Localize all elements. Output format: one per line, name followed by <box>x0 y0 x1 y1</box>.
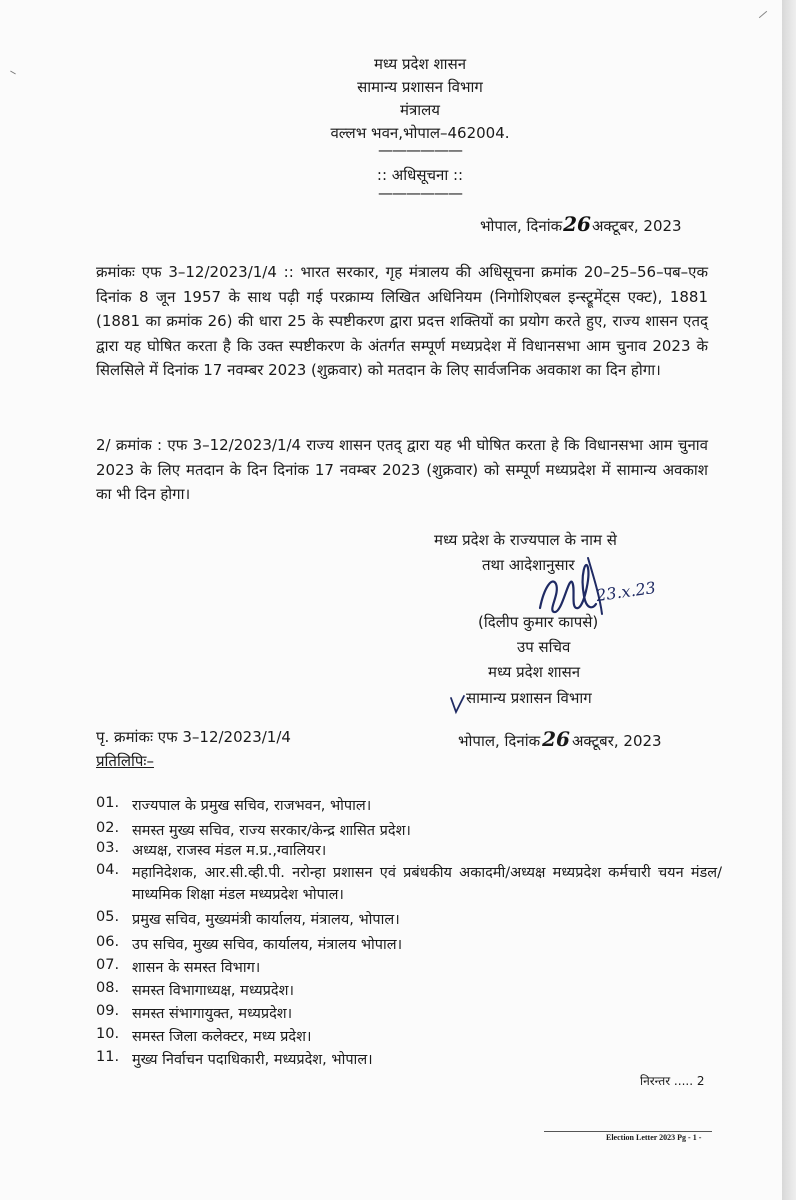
scan-mark <box>10 71 16 75</box>
footer-reference: Election Letter 2023 Pg - 1 - <box>606 1133 702 1142</box>
header-address: वल्लभ भवन,भोपाल–462004. <box>330 124 510 142</box>
signatory-department: सामान्य प्रशासन विभाग <box>466 689 592 707</box>
header-divider-top: —————— <box>378 141 462 159</box>
scan-mark <box>759 11 767 18</box>
endorsement-date <box>458 727 662 751</box>
notification-title: :: अधिसूचना :: <box>376 166 464 184</box>
copy-heading: प्रतिलिपिः– <box>96 752 154 770</box>
endorsement-handwritten-day: 26 <box>542 727 570 751</box>
paragraph-2: 2/ क्रमांक : एफ 3–12/2023/1/4 राज्य शासन एतद् द्वारा यह भी घोषित करता हे कि विधानसभा आम चुनाव 2023 के लिए मतदान के दिन दिनांक 17 नवम्बर 2023 (शुक्रवार) को सम्पूर्ण मध्यप्रदेश में सामान्य अवकाश का भी दिन होगा। <box>96 436 708 503</box>
footer-rule <box>544 1131 712 1132</box>
signature-order-line: तथा आदेशानुसार <box>482 556 575 574</box>
header-department: सामान्य प्रशासन विभाग <box>357 78 483 96</box>
date-line <box>480 212 682 236</box>
header-divider-bottom: —————— <box>378 184 462 202</box>
page-edge <box>782 0 796 1200</box>
signature-authority-line: मध्य प्रदेश के राज्यपाल के नाम से <box>434 531 617 549</box>
signatory-name: (दिलीप कुमार कापसे) <box>478 613 599 631</box>
handwritten-signature-date: 23.x.23 <box>594 577 657 606</box>
handwritten-day: 26 <box>563 212 591 236</box>
endorsement-date-prefix: भोपाल, दिनांक <box>458 732 541 750</box>
continuation-note: निरन्तर ..... 2 <box>640 1074 705 1088</box>
signatory-government: मध्य प्रदेश शासन <box>488 663 581 681</box>
document-page: मध्य प्रदेश शासन सामान्य प्रशासन विभाग मंत्रालय वल्लभ भवन,भोपाल–462004. —————— :: अधिसूचना :: —————— भोपाल, दिनांक26अक्टूबर, 2023 क्रमांकः एफ 3–12/2023/1/4 :: भारत सरकार, गृह मंत्रालय की अधिसूचना क्रमांक 20–25–56–पब–एक दिनांक 8 जून 1957 के साथ पढ़ी गई परक्राम्य लिखित अधिनियम (निगोशिएबल इन्स्ट्रूमेंट्स एक्ट), 1881 (1881 का क्रमांक 26) की धारा 25 के स्पष्टीकरण द्वारा प्रदत्त शक्तियों का प्रयोग करते हुए, राज्य शासन एतद् द्वारा यह घोषित करता है कि उक्त स्पष्टीकरण के अंतर्गत सम्पूर्ण मध्यप्रदेश में विधानसभा आम चुनाव 2023 के सिलसिले में दिनांक 17 नवम्बर 2023 (शुक्रवार) को मतदान के लिए सार्वजनिक अवकाश का दिन होगा। 2/ क्रमांक : एफ 3–12/2023/1/4 राज्य शासन एतद् द्वारा यह भी घोषित करता हे कि विधानसभा आम चुनाव 2023 के लिए मतदान के दिन दिनांक 17 नवम्बर 2023 (शुक्रवार) को सम्पूर्ण मध्यप्रदेश में सामान्य अवकाश का भी दिन होगा। मध्य प्रदेश के राज्यपाल के नाम से तथा आदेशानुसार 23.x.23 (दिलीप कुमार कापसे) उप सचिव मध्य प्रदेश शासन सामान्य प्रशासन विभाग पृ. क्रमांकः एफ 3–12/2023/1/4 भोपाल, दिनांक 26 अक्टूबर, 2023 प्रतिलिपिः– 01. राज्यपाल के प्रमुख सचिव, राजभवन, भोपाल। 02. समस्त मुख्य सचिव, राज्य सरकार/केन्द्र शासित प्रदेश। 03. अध्यक्ष, राजस्व मंडल म.प्र.,ग्वालियर। 04. महानिदेशक, आर.सी.व्ही.पी. नरोन्हा प्रशासन एवं प्रबंधकीय अकादमी/अध्यक्ष मध्यप्रदेश कर्मचारी चयन मंडल/ माध्यमिक शिक्षा मंडल मध्यप्रदेश भोपाल। 05. प्रमुख सचिव, मुख्यमंत्री कार्यालय, मंत्रालय, भोपाल। 06. उप सचिव, मुख्य सचिव, कार्यालय, मंत्रालय भोपाल। 07. शासन के समस्त विभाग। 08. समस्त विभागाध्यक्ष, मध्यप्रदेश। 09. समस्त संभागायुक्त, मध्यप्रदेश। 10. समस्त जिला कलेक्टर, मध्य प्रदेश। 11. मुख्य निर्वाचन पदाधिकारी, मध्यप्रदेश, भोपाल। निरन्तर ..... 2 Election Letter 2023 Pg - 1 - <box>0 0 782 1200</box>
header-government: मध्य प्रदेश शासन <box>373 55 467 73</box>
endorsement-date-suffix: अक्टूबर, 2023 <box>571 732 662 750</box>
tick-mark-icon <box>448 694 468 716</box>
header-ministry: मंत्रालय <box>399 101 440 119</box>
paragraph-1: क्रमांकः एफ 3–12/2023/1/4 :: भारत सरकार, गृह मंत्रालय की अधिसूचना क्रमांक 20–25–56–पब–एक दिनांक 8 जून 1957 के साथ पढ़ी गई परक्राम्य लिखित अधिनियम (निगोशिएबल इन्स्ट्रूमेंट्स एक्ट), 1881 (1881 का क्रमांक 26) की धारा 25 के स्पष्टीकरण द्वारा प्रदत्त शक्तियों का प्रयोग करते हुए, राज्य शासन एतद् द्वारा यह घोषित करता है कि उक्त स्पष्टीकरण के अंतर्गत सम्पूर्ण मध्यप्रदेश में विधानसभा आम चुनाव 2023 के सिलसिले में दिनांक 17 नवम्बर 2023 (शुक्रवार) को मतदान के लिए सार्वजनिक अवकाश का दिन होगा। <box>96 263 708 379</box>
signatory-designation: उप सचिव <box>517 638 571 656</box>
endorsement-number: पृ. क्रमांकः एफ 3–12/2023/1/4 <box>96 728 291 746</box>
date-suffix: अक्टूबर, 2023 <box>591 217 682 235</box>
date-prefix: भोपाल, दिनांक <box>480 217 563 235</box>
